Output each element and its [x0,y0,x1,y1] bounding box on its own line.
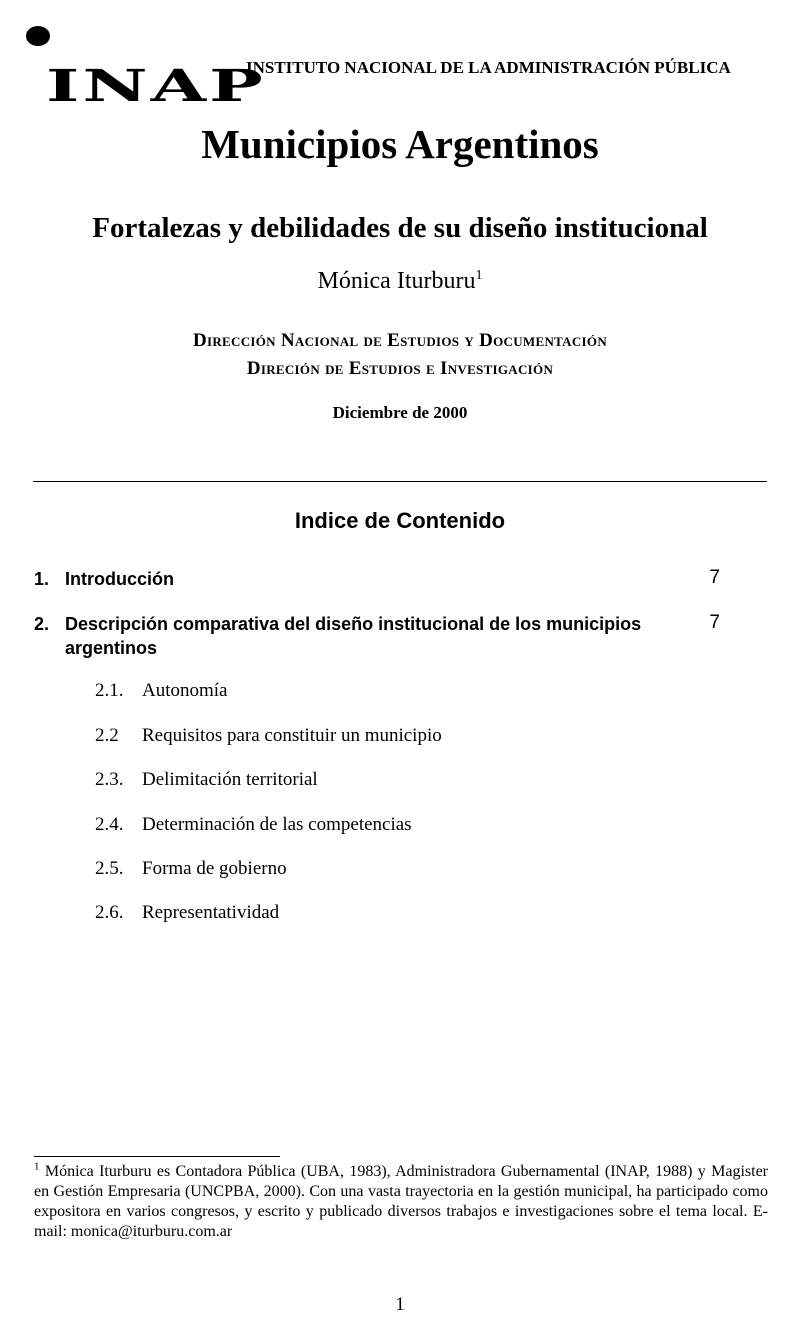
logo-text: INAP [46,60,266,112]
author-line [0,268,800,295]
department-studies: Direción de Estudios e Investigación [246,358,554,379]
toc-subitem-number: 2.4. [95,814,124,835]
toc-subitem-number: 2.3. [95,769,124,790]
document-title: Municipios Argentinos [201,121,599,167]
toc-subitem-number: 2.5. [95,858,124,879]
page-number: 1 [395,1294,405,1315]
author-name: Mónica Iturburu [317,268,476,294]
toc-item-page: 7 [709,567,720,588]
institute-name: INSTITUTO NACIONAL DE LA ADMINISTRACIÓN PÚBLICA [246,58,731,77]
department-national: Dirección Nacional de Estudios y Documentación [192,330,608,351]
inap-logo [24,24,266,112]
toc-subitem-number: 2.6. [95,902,124,923]
toc-item-label: Introducción [65,569,174,589]
document-subtitle: Fortalezas y debilidades de su diseño institucional [92,212,708,244]
footnote-text: Mónica Iturburu es Contadora Pública (UBA, 1983), Administradora Gubernamental (INAP, 1988) y Magister en Gestión Empresaria (UNCPBA, 2000). Con una vasta trayectoria en la gestión municipal, ha participado como expositora en varios congresos, y escrito y publicado diversos trabajos e investigaciones sobre el tema local. E-mail: monica@iturburu.com.ar [34,1163,769,1240]
toc-subitem-number: 2.1. [95,680,124,701]
toc-subitem-label: Autonomía [142,680,228,701]
toc-subitem-label: Requisitos para constituir un municipio [142,725,442,746]
toc-title: Indice de Contenido [294,508,506,533]
author-footnote-ref[interactable]: 1 [475,268,483,283]
footnote-ref: 1 [34,1160,40,1173]
horizontal-divider [33,481,767,482]
toc-item-number: 2. [34,614,50,634]
document-date: Diciembre de 2000 [332,403,468,422]
logo-dot-icon [26,26,50,46]
toc-subitem-label: Forma de gobierno [142,858,287,879]
toc-item-label: Descripción comparativa del diseño institucional de los municipios argentinos [65,614,642,658]
footnote [34,1162,768,1242]
toc-item-number: 1. [34,569,50,589]
toc-item-page: 7 [709,612,720,633]
toc-subitem-label: Delimitación territorial [142,769,318,790]
footnote-divider [34,1156,280,1157]
toc-subitem-number: 2.2 [95,725,119,746]
toc-subitem-label: Determinación de las competencias [142,814,412,835]
toc-subitem-label: Representatividad [142,902,280,923]
